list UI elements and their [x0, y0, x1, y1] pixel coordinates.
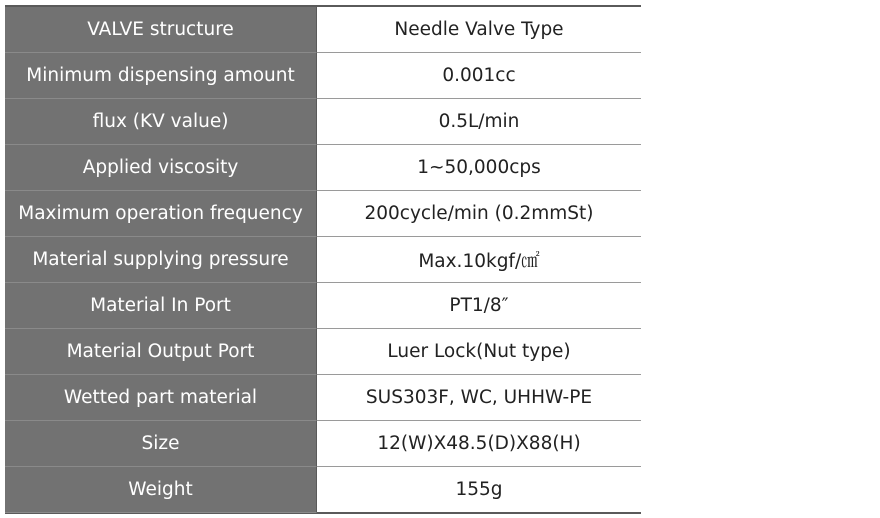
- table-row: [5, 99, 641, 145]
- row-value: 0.001cc: [317, 53, 641, 98]
- row-value: Needle Valve Type: [317, 7, 641, 52]
- spec-table: [5, 5, 641, 514]
- row-value: Max.10kgf/㎠: [317, 237, 641, 282]
- table-row: [5, 237, 641, 283]
- row-value: 200cycle/min (0.2mmSt): [317, 191, 641, 236]
- table-row: [5, 145, 641, 191]
- table-row: [5, 53, 641, 99]
- table-row: [5, 329, 641, 375]
- row-value: 155g: [317, 467, 641, 512]
- table-row: [5, 375, 641, 421]
- row-label: Material supplying pressure: [5, 237, 317, 283]
- row-label: Minimum dispensing amount: [5, 53, 317, 99]
- row-label: Material In Port: [5, 283, 317, 329]
- row-value: Luer Lock(Nut type): [317, 329, 641, 374]
- row-label: Size: [5, 421, 317, 467]
- table-row: [5, 283, 641, 329]
- row-label: Applied viscosity: [5, 145, 317, 191]
- row-label: flux (KV value): [5, 99, 317, 145]
- table-row: [5, 191, 641, 237]
- row-value: 12(W)X48.5(D)X88(H): [317, 421, 641, 466]
- row-value: 0.5L/min: [317, 99, 641, 144]
- row-label: Material Output Port: [5, 329, 317, 375]
- row-label: Weight: [5, 467, 317, 513]
- row-label: VALVE structure: [5, 7, 317, 53]
- row-value: PT1/8″: [317, 283, 641, 328]
- row-label: Wetted part material: [5, 375, 317, 421]
- row-value: 1~50,000cps: [317, 145, 641, 190]
- table-row: [5, 421, 641, 467]
- table-row: [5, 7, 641, 53]
- row-label: Maximum operation frequency: [5, 191, 317, 237]
- row-value: SUS303F, WC, UHHW-PE: [317, 375, 641, 420]
- table-row: [5, 467, 641, 512]
